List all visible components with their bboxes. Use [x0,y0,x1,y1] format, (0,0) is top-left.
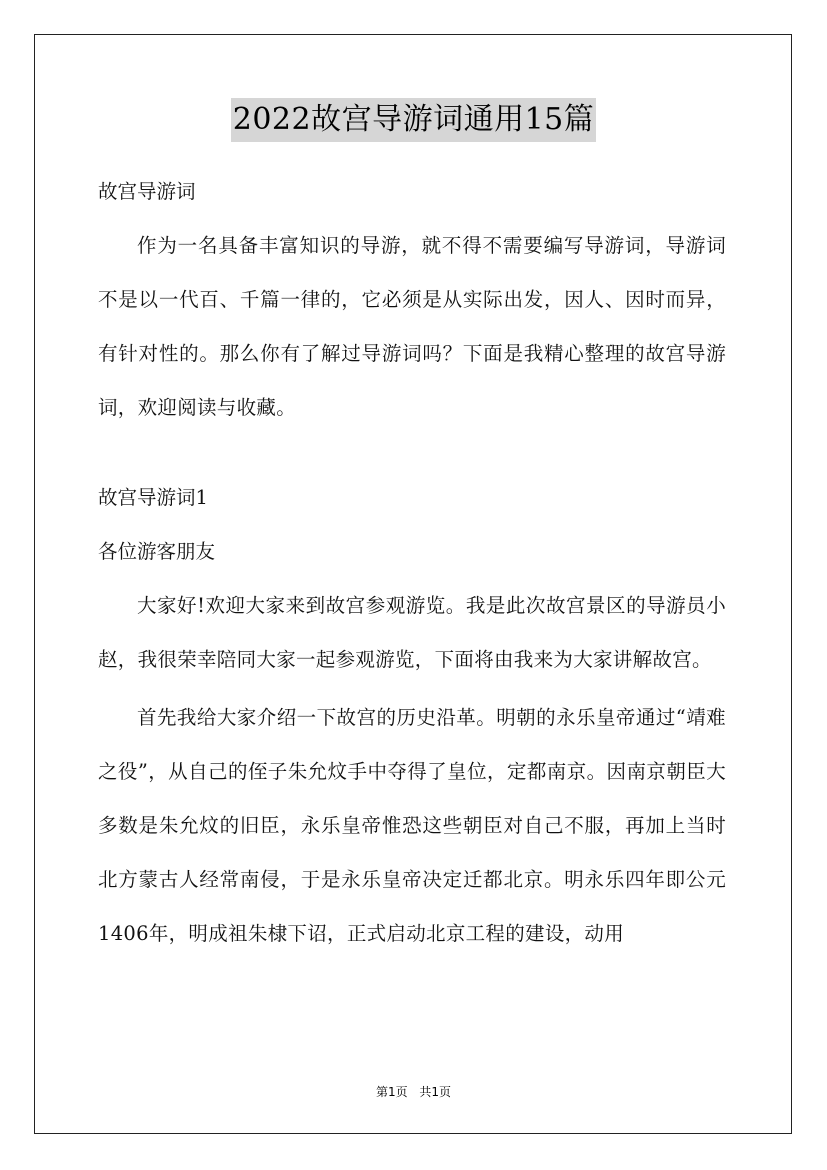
section-spacer [98,435,726,471]
title-container [0,98,827,142]
greeting-line: 各位游客朋友 [98,540,216,563]
document-body [98,165,726,961]
intro-paragraph: 作为一名具备丰富知识的导游，就不得不需要编写导游词，导游词不是以一代百、千篇一律的，它必须是从实际出发，因人、因时而异，有针对性的。那么你有了解过导游词吗？下面是我精心整理的故宫导游词，欢迎阅读与收藏。 [98,234,726,419]
document-title: 2022故宫导游词通用15篇 [231,98,597,142]
intro-heading: 故宫导游词 [98,180,196,203]
body-paragraph-1: 大家好!欢迎大家来到故宫参观游览。我是此次故宫景区的导游员小赵，我很荣幸陪同大家一起参观游览，下面将由我来为大家讲解故宫。 [98,594,726,671]
page-footer [0,1083,827,1100]
page-number: 第1页 [375,1085,408,1099]
page-total: 共1页 [419,1085,452,1099]
body-paragraph-2: 首先我给大家介绍一下故宫的历史沿革。明朝的永乐皇帝通过“靖难之役”，从自己的侄子朱允炆手中夺得了皇位，定都南京。因南京朝臣大多数是朱允炆的旧臣，永乐皇帝惟恐这些朝臣对自己不服，再加上当时北方蒙古人经常南侵，于是永乐皇帝决定迁都北京。明永乐四年即公元1406年，明成祖朱棣下诏，正式启动北京工程的建设，动用 [98,706,726,945]
section-heading: 故宫导游词1 [98,486,208,509]
